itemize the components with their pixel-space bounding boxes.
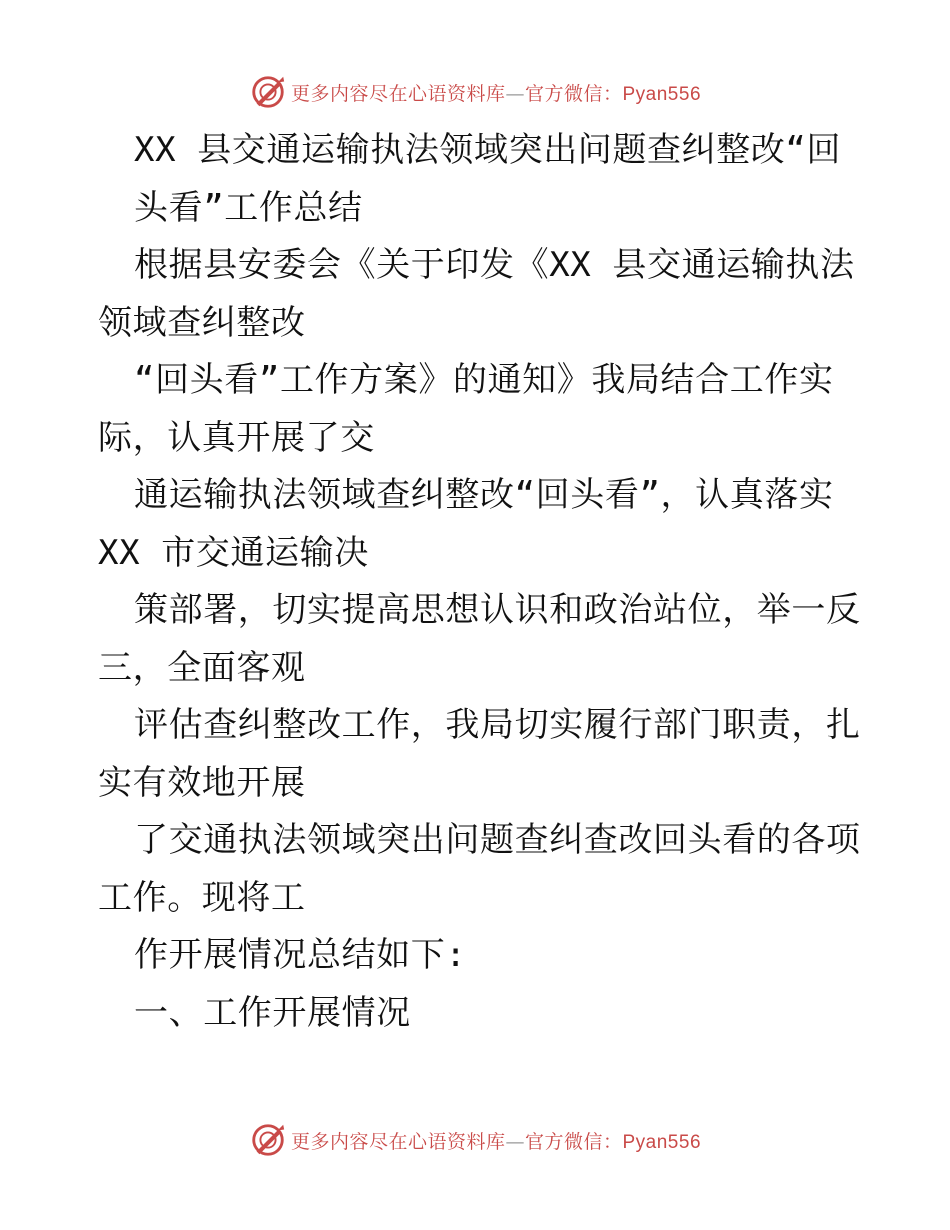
banner-wechat: 官方微信：Pyan556 [525,83,702,105]
paragraph-line: 际，认真开展了交 [98,417,375,458]
paragraph-line: 评估查纠整改工作，我局切实履行部门职责，扎 [134,705,861,745]
section-heading: 一、工作开展情况 [134,992,411,1033]
banner-text [291,79,701,106]
paragraph-line: “回头看”工作方案》的通知》我局结合工作实 [134,360,834,400]
banner-brand: 更多内容尽在心语资料库 [290,82,506,105]
brand-logo-icon [249,1121,287,1159]
footer-banner [0,1118,950,1162]
banner-dash: — [505,82,525,105]
document-body [98,122,861,1042]
paragraph-line: 了交通执法领域突出问题查纠查改回头看的各项 [134,820,861,860]
paragraph-line: 工作。现将工 [98,877,306,918]
paragraph-line: 领域查纠整改 [98,302,306,343]
paragraph-line: 实有效地开展 [98,762,306,803]
paragraph-line: 策部署，切实提高思想认识和政治站位，举一反 [134,590,861,630]
paragraph-line: 作开展情况总结如下: [134,935,467,975]
header-banner [0,70,950,114]
banner-dash: — [505,1130,525,1153]
brand-logo-icon [249,73,287,111]
banner-wechat: 官方微信：Pyan556 [525,1131,702,1153]
banner-brand: 更多内容尽在心语资料库 [290,1130,506,1153]
paragraph-line: 通运输执法领域查纠整改“回头看”，认真落实 [134,475,834,515]
document-title-line: XX 县交通运输执法领域突出问题查纠整改“回 [134,130,842,170]
paragraph-line: XX 市交通运输决 [98,532,369,573]
document-title-line: 头看”工作总结 [134,187,363,228]
banner-text [291,1127,701,1154]
paragraph-line: 三，全面客观 [98,647,306,688]
paragraph-line: 根据县安委会《关于印发《XX 县交通运输执法 [134,245,855,285]
